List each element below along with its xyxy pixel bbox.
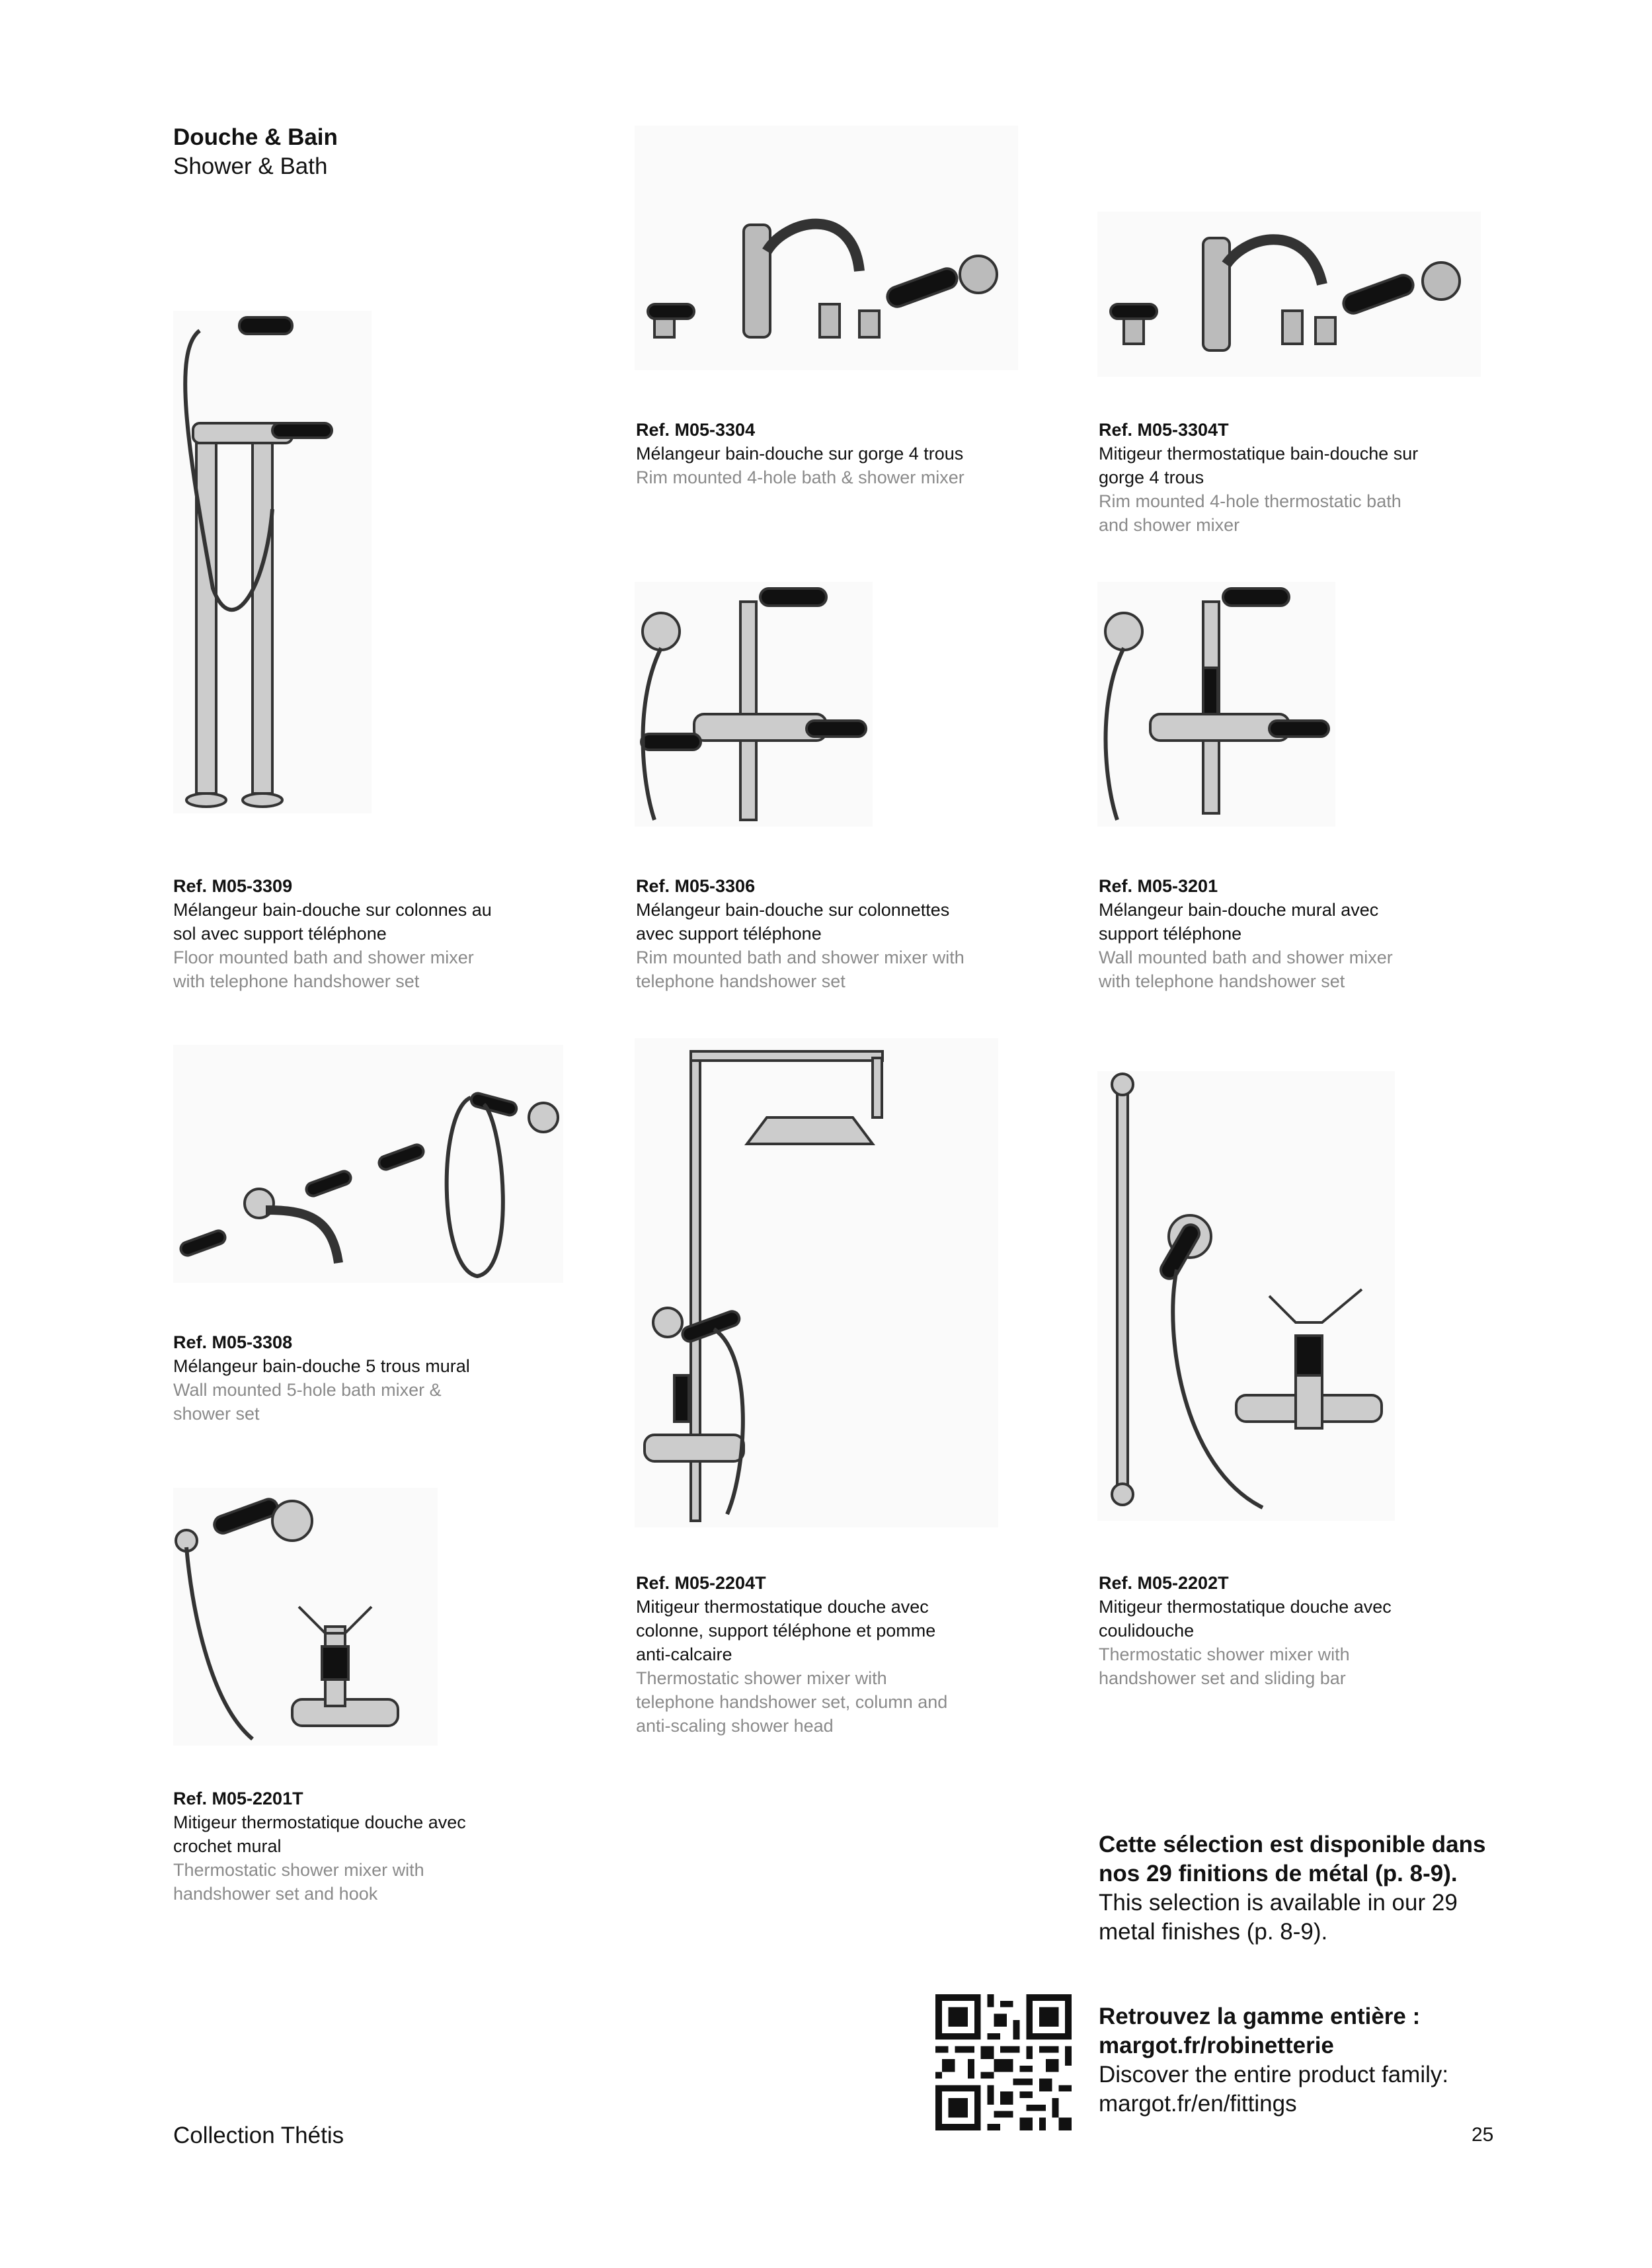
product-image-m05-3306 <box>635 582 873 827</box>
product-description-en: Floor mounted bath and shower mixer with telephone handshower set <box>173 948 474 991</box>
product-description-en: Wall mounted 5-hole bath mixer & shower set <box>173 1380 442 1424</box>
product-description-fr: Mitigeur thermostatique douche avec colonne, support téléphone et pomme anti-calcaire <box>636 1597 936 1664</box>
product-caption <box>636 1571 966 1738</box>
product-ref: Ref. M05-3309 <box>173 876 293 896</box>
product-description-fr: Mélangeur bain-douche 5 trous mural <box>173 1356 470 1376</box>
finishes-note-fr: Cette sélection est disponible dans nos 29 finitions de métal (p. 8-9). <box>1099 1832 1486 1886</box>
product-caption <box>173 874 504 993</box>
qr-code[interactable] <box>935 1994 1072 2130</box>
section-title-fr: Douche & Bain <box>173 124 338 150</box>
product-ref: Ref. M05-3304 <box>636 420 756 440</box>
product-description-fr: Mélangeur bain-douche sur gorge 4 trous <box>636 444 964 464</box>
product-description-en: Thermostatic shower mixer with handshower set and hook <box>173 1860 424 1904</box>
product-ref: Ref. M05-3306 <box>636 876 756 896</box>
product-ref: Ref. M05-3201 <box>1099 876 1218 896</box>
qr-code-icon <box>935 1994 1072 2130</box>
product-image-m05-3304 <box>635 126 1018 370</box>
discover-link-fr[interactable]: Retrouvez la gamme entière : margot.fr/robinetterie <box>1099 2004 1421 2058</box>
product-image-m05-3201 <box>1097 582 1335 827</box>
product-ref: Ref. M05-2202T <box>1099 1573 1229 1593</box>
product-description-fr: Mélangeur bain-douche sur colonnettes avec support téléphone <box>636 900 950 944</box>
product-caption <box>636 418 966 489</box>
product-description-fr: Mélangeur bain-douche sur colonnes au sol avec support téléphone <box>173 900 492 944</box>
product-image-m05-2204t <box>635 1038 998 1527</box>
product-caption <box>1099 874 1429 993</box>
product-image-m05-3308 <box>173 1045 563 1283</box>
product-caption <box>173 1330 504 1426</box>
product-ref: Ref. M05-2204T <box>636 1573 766 1593</box>
product-image-m05-3304t <box>1097 212 1481 377</box>
product-ref: Ref. M05-3308 <box>173 1332 293 1352</box>
section-heading <box>173 123 338 181</box>
product-description-fr: Mitigeur thermostatique douche avec coulidouche <box>1099 1597 1392 1640</box>
hook-shower-mixer-icon <box>173 1488 438 1746</box>
discover-link-en[interactable]: Discover the entire product family: margot.fr/en/fittings <box>1099 2062 1449 2117</box>
product-ref: Ref. M05-2201T <box>173 1789 303 1808</box>
rim-4-hole-thermostatic-mixer-icon <box>1097 212 1481 377</box>
product-image-m05-3309 <box>173 311 372 813</box>
finishes-note-en: This selection is available in our 29 metal finishes (p. 8-9). <box>1099 1890 1458 1945</box>
product-description-en: Rim mounted bath and shower mixer with telephone handshower set <box>636 948 964 991</box>
product-caption <box>1099 418 1429 537</box>
section-title-en: Shower & Bath <box>173 153 328 179</box>
wall-5-hole-mixer-icon <box>173 1045 563 1283</box>
shower-column-icon <box>635 1038 998 1527</box>
rim-4-hole-mixer-icon <box>635 126 1018 370</box>
product-caption <box>173 1787 504 1906</box>
finishes-note <box>1099 1830 1509 1947</box>
product-description-fr: Mitigeur thermostatique bain-douche sur gorge 4 trous <box>1099 444 1419 487</box>
product-description-en: Wall mounted bath and shower mixer with telephone handshower set <box>1099 948 1393 991</box>
discover-note <box>1099 2002 1509 2119</box>
product-description-fr: Mitigeur thermostatique douche avec crochet mural <box>173 1812 466 1856</box>
product-description-en: Thermostatic shower mixer with telephone handshower set, column and anti-scaling shower head <box>636 1668 948 1736</box>
sliding-bar-shower-icon <box>1097 1071 1395 1521</box>
page-number: 25 <box>1472 2124 1494 2146</box>
wall-mounted-mixer-icon <box>1097 582 1335 827</box>
product-caption <box>636 874 966 993</box>
product-description-en: Rim mounted 4-hole thermostatic bath and shower mixer <box>1099 491 1401 535</box>
product-caption <box>1099 1571 1429 1690</box>
product-ref: Ref. M05-3304T <box>1099 420 1229 440</box>
product-description-en: Rim mounted 4-hole bath & shower mixer <box>636 467 964 487</box>
product-image-m05-2201t <box>173 1488 438 1746</box>
rim-column-mixer-icon <box>635 582 873 827</box>
floor-mounted-mixer-icon <box>173 311 372 813</box>
product-image-m05-2202t <box>1097 1071 1395 1521</box>
product-description-en: Thermostatic shower mixer with handshower set and sliding bar <box>1099 1644 1350 1688</box>
product-description-fr: Mélangeur bain-douche mural avec support téléphone <box>1099 900 1379 944</box>
footer-collection: Collection Thétis <box>173 2123 344 2148</box>
